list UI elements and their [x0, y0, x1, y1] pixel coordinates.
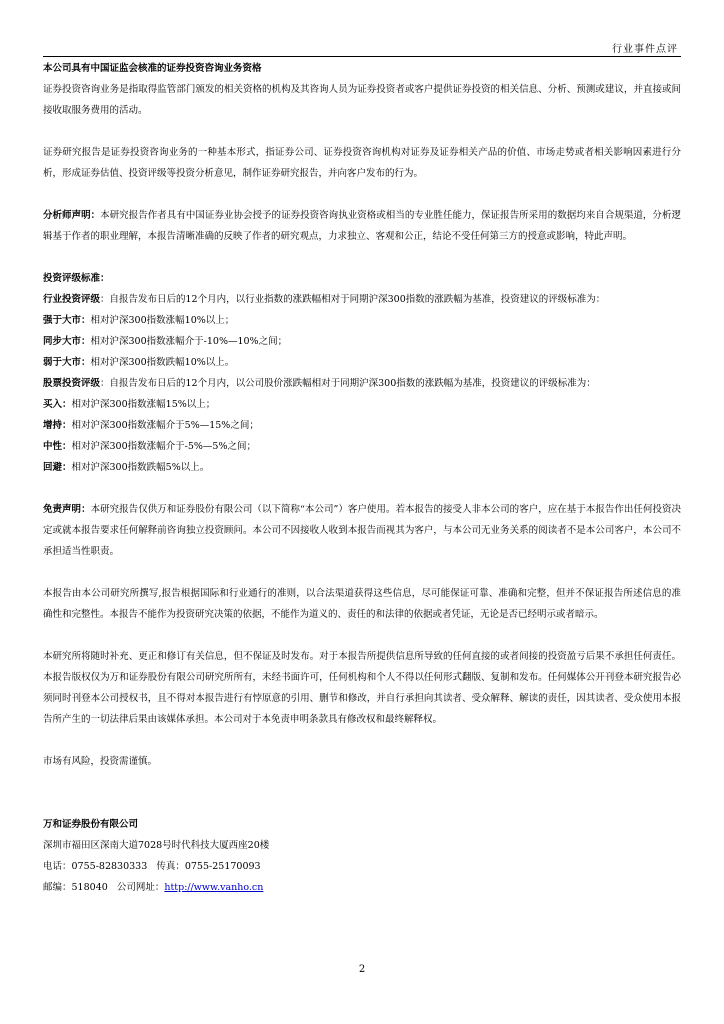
qualification-paragraph-1: 证券投资咨询业务是指取得监管部门颁发的相关资格的机构及其咨询人员为证券投资者或客户提供证券投资的相关信息、分析、预测或建议，并直接或间接收取服务费用的活动。: [43, 84, 681, 116]
stock-rating-item: [43, 415, 681, 436]
company-name: 万和证券股份有限公司: [43, 819, 139, 830]
disclosure-page-body: [43, 58, 681, 898]
disclaimer-paragraph-2: 本报告由本公司研究所撰写,报告根据国际和行业通行的准则，以合法渠道获得这些信息，尽可能保证可靠、准确和完整，但并不保证报告所述信息的准确性和完整性。本报告不能作为投资研究决策的依据，不能作为道义的、责任的和法律的依据或者凭证，无论是否已经明示或者暗示。: [43, 588, 681, 620]
rating-item-label: 买入：: [43, 399, 72, 410]
industry-rating-intro: [43, 289, 681, 310]
analyst-statement-label: 分析师声明：: [43, 210, 101, 221]
stock-rating-intro: [43, 373, 681, 394]
rating-item-text: 相对沪深300指数涨幅10%以上；: [90, 315, 235, 326]
disclaimer-text: 本研究报告仅供万和证券股份有限公司（以下简称“本公司”）客户使用。若本报告的接受人非本公司的客户，应在基于本报告作出任何投资决定或就本报告要求任何解释前咨询独立投资顾问。本公司不因接收人收到本报告而视其为客户，与本公司无业务关系的阅读者不是本公司客户，本公司不承担适当性职责。: [43, 504, 681, 557]
stock-rating-item: [43, 457, 681, 478]
rating-item-label: 中性：: [43, 441, 72, 452]
rating-item-text: 相对沪深300指数跌幅5%以上。: [71, 462, 210, 473]
disclaimer-label: 免责声明：: [43, 504, 91, 515]
rating-heading: 投资评级标准：: [43, 273, 110, 284]
industry-rating-label: 行业投资评级: [43, 294, 101, 305]
rating-item-text: 相对沪深300指数涨幅介于5%—15%之间；: [71, 420, 259, 431]
stock-rating-item: [43, 436, 681, 457]
company-zip-web: [43, 877, 681, 898]
company-phone-fax: [43, 856, 681, 877]
zip-code: 518040: [71, 882, 108, 893]
report-type-header: 行业事件点评: [612, 44, 678, 55]
stock-rating-text: ：自报告发布日后的12个月内，以公司股价涨跌幅相对于同期沪深300指数的涨跌幅为基准，投资建议的评级标准为：: [100, 378, 596, 389]
rating-item-label: 回避：: [43, 462, 72, 473]
rating-item-label: 同步大市：: [43, 336, 91, 347]
rating-item-text: 相对沪深300指数跌幅10%以上。: [90, 357, 235, 368]
risk-warning: 市场有风险，投资需谨慎。: [43, 756, 158, 767]
industry-rating-text: ：自报告发布日后的12个月内，以行业指数的涨跌幅相对于同期沪深300指数的涨跌幅为基准，投资建议的评级标准为：: [100, 294, 606, 305]
company-website-link[interactable]: http://www.vanho.cn: [164, 882, 264, 893]
disclaimer-paragraph-3: 本研究所将随时补充、更正和修订有关信息，但不保证及时发布。对于本报告所提供信息所导致的任何直接的或者间接的投资盈亏后果不承担任何责任。本报告版权仅为万和证券股份有限公司研究所所有，未经书面许可，任何机构和个人不得以任何形式翻版、复制和发布。任何媒体公开刊登本研究报告必须同时刊登本公司授权书，且不得对本报告进行有悖原意的引用、删节和修改，并自行承担向其读者、受众解释、解读的责任，因其读者、受众使用本报告所产生的一切法律后果由该媒体承担。本公司对于本免责申明条款具有修改权和最终解释权。: [43, 651, 681, 725]
analyst-statement: [43, 205, 681, 247]
rating-item-label: 弱于大市：: [43, 357, 91, 368]
phone-label: 电话：: [43, 861, 72, 872]
website-label: 公司网址：: [116, 882, 165, 893]
industry-rating-item: [43, 310, 681, 331]
industry-rating-item: [43, 352, 681, 373]
page-number: 2: [358, 964, 366, 975]
zip-label: 邮编：: [43, 882, 72, 893]
rating-item-text: 相对沪深300指数涨幅介于-10%—10%之间；: [90, 336, 288, 347]
fax-number: 0755-25170093: [184, 861, 261, 872]
fax-label: 传真：: [156, 861, 185, 872]
analyst-statement-text: 本研究报告作者具有中国证券业协会授予的证券投资咨询执业资格或相当的专业胜任能力，保证报告所采用的数据均来自合规渠道，分析逻辑基于作者的职业理解，本报告清晰准确的反映了作者的研究观点，力求独立、客观和公正，结论不受任何第三方的授意或影响，特此声明。: [43, 210, 681, 242]
disclaimer-paragraph-1: [43, 499, 681, 562]
phone-number: 0755-82830333: [71, 861, 148, 872]
industry-rating-item: [43, 331, 681, 352]
stock-rating-item: [43, 394, 681, 415]
rating-item-text: 相对沪深300指数涨幅15%以上；: [71, 399, 216, 410]
company-address: 深圳市福田区深南大道7028号时代科技大厦西座20楼: [43, 840, 270, 851]
rating-item-label: 强于大市：: [43, 315, 91, 326]
qualification-paragraph-2: 证券研究报告是证券投资咨询业务的一种基本形式，指证券公司、证券投资咨询机构对证券及证券相关产品的价值、市场走势或者相关影响因素进行分析，形成证券估值、投资评级等投资分析意见，制作证券研究报告，并向客户发布的行为。: [43, 147, 681, 179]
header-divider: [43, 56, 681, 57]
rating-item-text: 相对沪深300指数涨幅介于-5%—5%之间；: [71, 441, 257, 452]
stock-rating-label: 股票投资评级: [43, 378, 101, 389]
rating-item-label: 增持：: [43, 420, 72, 431]
qualification-heading: 本公司具有中国证监会核准的证券投资咨询业务资格: [43, 63, 262, 74]
